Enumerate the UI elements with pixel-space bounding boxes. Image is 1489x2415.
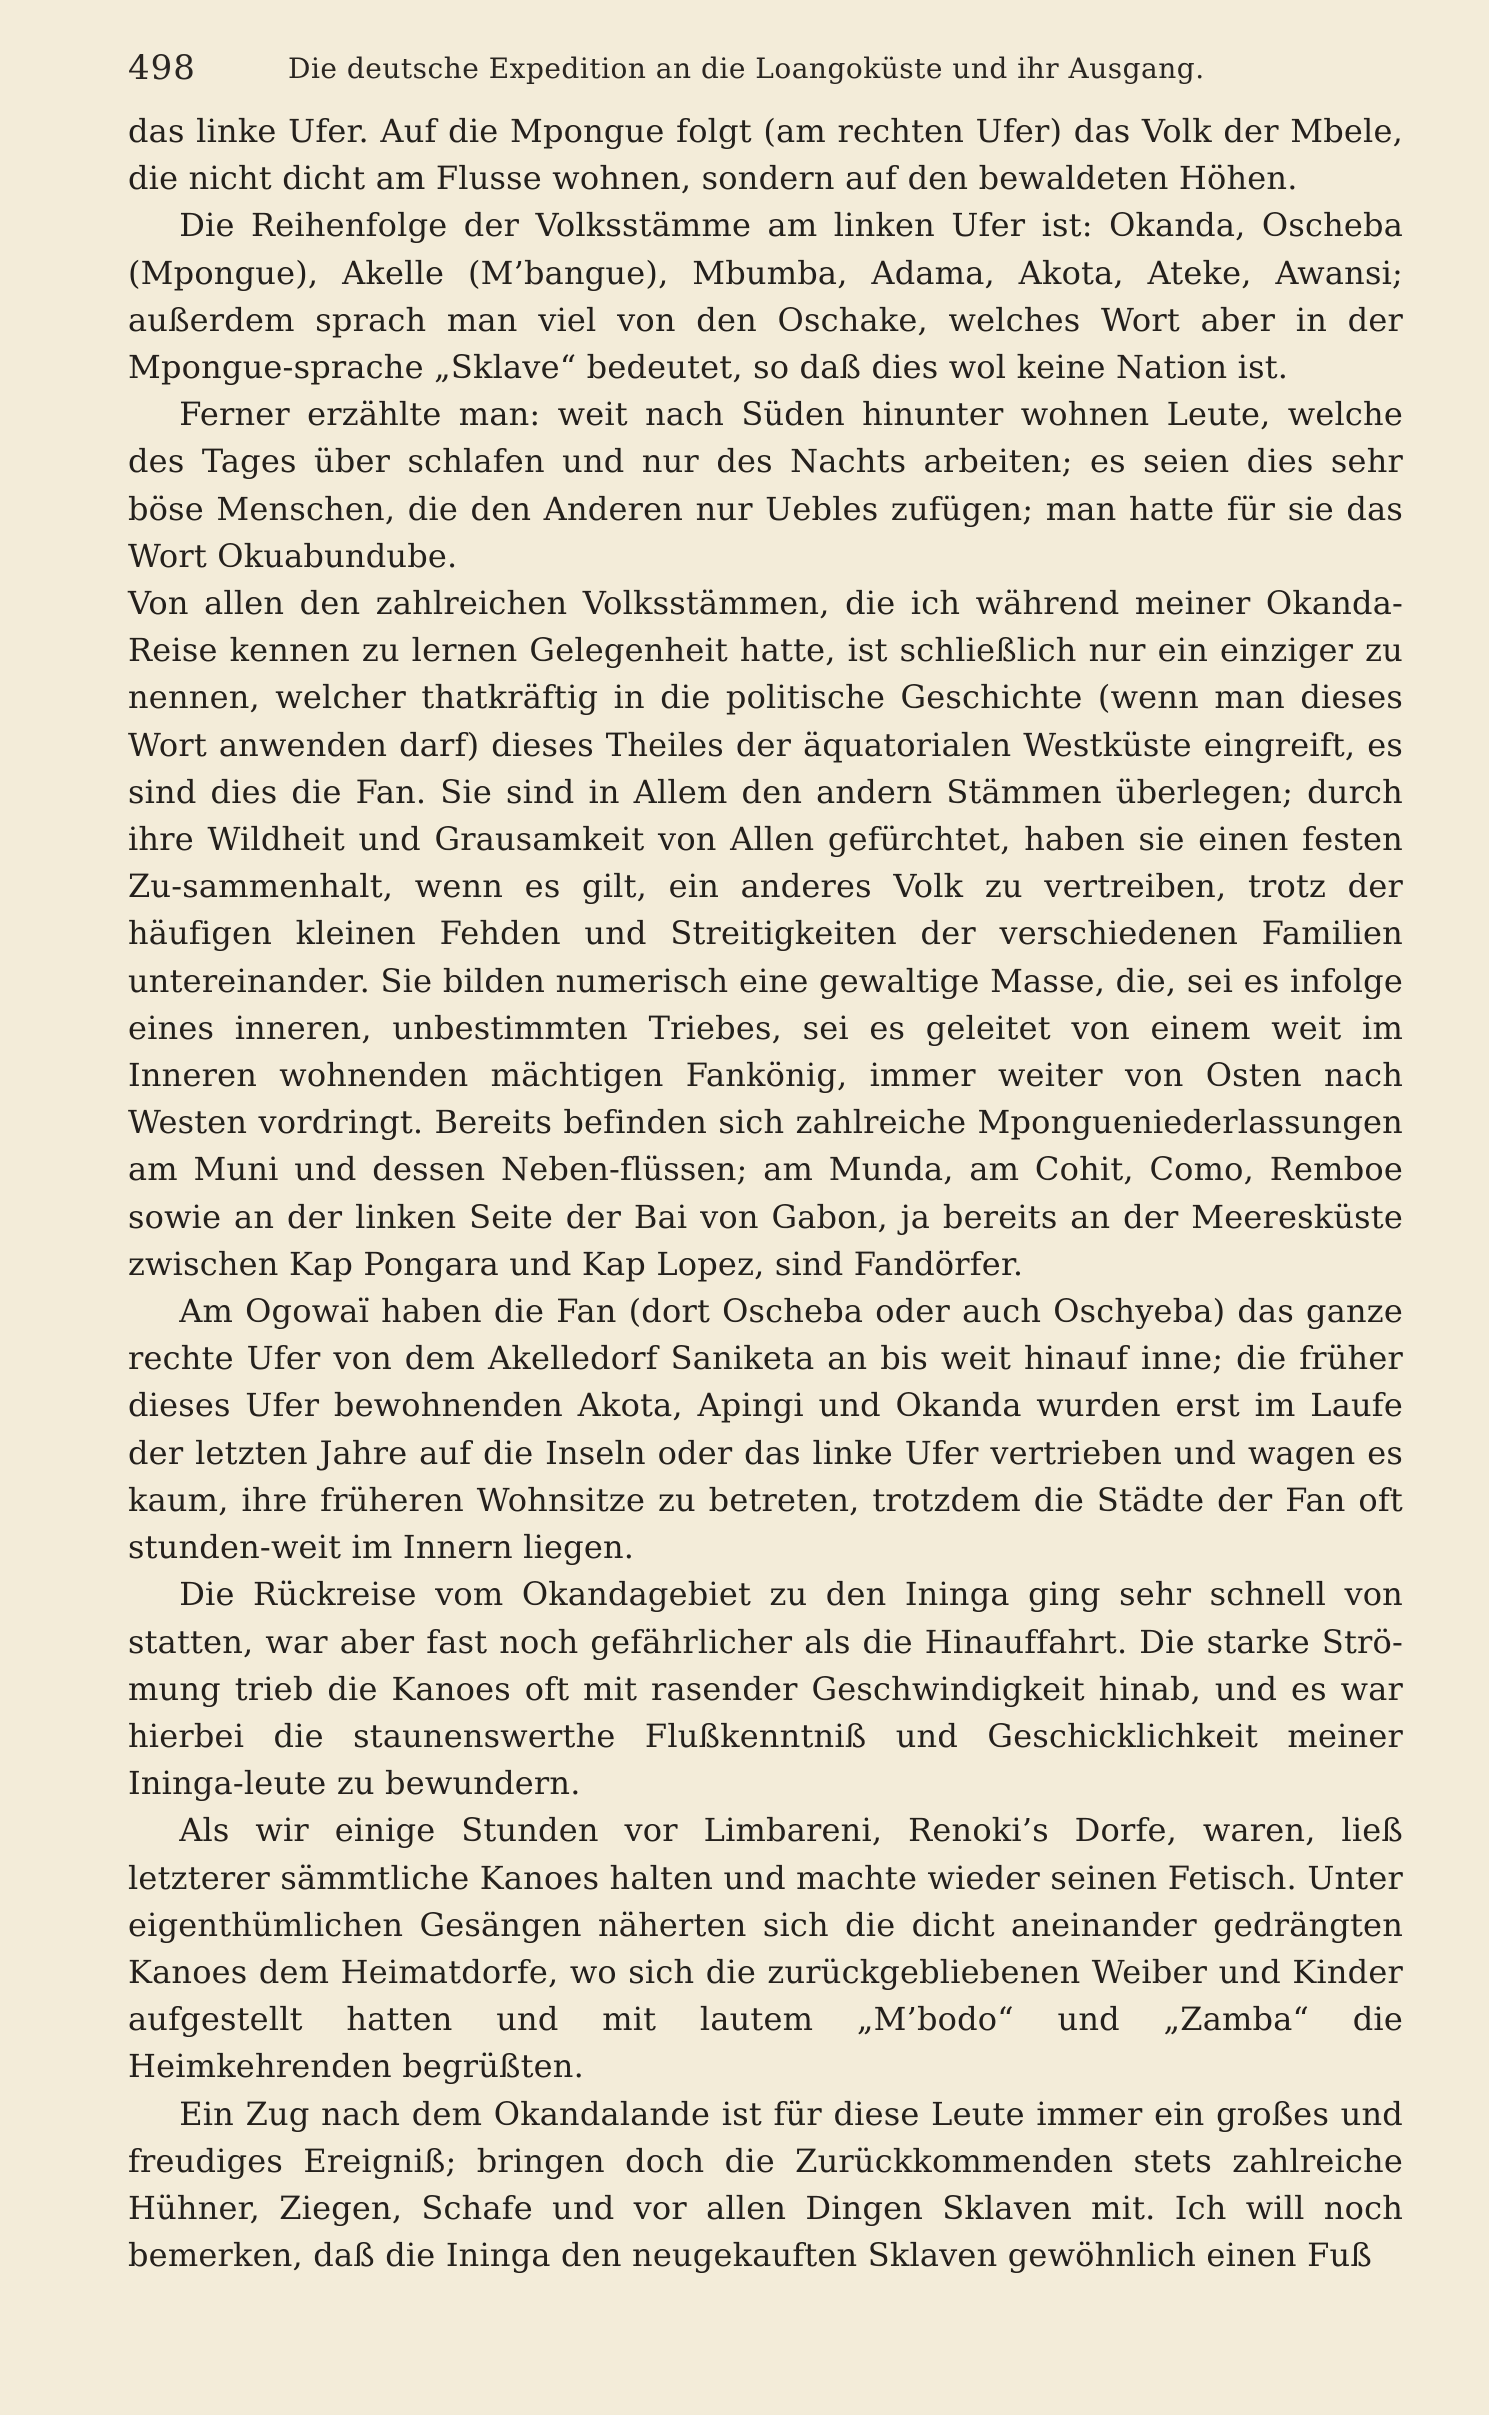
paragraph: das linke Ufer. Auf die Mpongue folgt (am rechten Ufer) das Volk der Mbele, die nicht dicht am Flusse wohnen, sondern auf den bewaldeten Höhen. — [128, 112, 1403, 198]
paragraph: Ein Zug nach dem Okandalande ist für diese Leute immer ein großes und freudiges Ereigniß; bringen doch die Zurückkommenden stets zahlreiche Hühner, Ziegen, Schafe und vor allen Dingen Sklaven mit. Ich will noch bemerken, daß die Ininga den neugekauften Sklaven gewöhnlich einen Fuß — [128, 2094, 1403, 2275]
paragraph: Die Rückreise vom Okandagebiet zu den Ininga ging sehr schnell von statten, war aber fast noch gefährlicher als die Hinauffahrt. Die starke Strö-mung trieb die Kanoes oft mit rasender Geschwindigkeit hinab, und es war hierbei die staunenswerthe Flußkenntniß und Geschicklichkeit meiner Ininga-leute zu bewundern. — [128, 1575, 1403, 1803]
paragraph: Ferner erzählte man: weit nach Süden hinunter wohnen Leute, welche des Tages über schlafen und nur des Nachts arbeiten; es seien dies sehr böse Menschen, die den Anderen nur Uebles zufügen; man hatte für sie das Wort Okuabundube. — [128, 395, 1403, 575]
page-number: 498 — [128, 48, 196, 88]
paragraph: Von allen den zahlreichen Volksstämmen, die ich während meiner Okanda-Reise kennen zu lernen Gelegenheit hatte, ist schließlich nur ein einziger zu nennen, welcher thatkräftig in die politische Geschichte (wenn man dieses Wort anwenden darf) dieses Theiles der äquatorialen Westküste eingreift, es sind dies die Fan. Sie sind in Allem den andern Stämmen überlegen; durch ihre Wildheit und Grausamkeit von Allen gefürchtet, haben sie einen festen Zu-sammenhalt, wenn es gilt, ein anderes Volk zu vertreiben, trotz der häufigen kleinen Fehden und Streitigkeiten der verschiedenen Familien untereinander. Sie bilden numerisch eine gewaltige Masse, die, sei es infolge eines inneren, unbestimmten Triebes, sei es geleitet von einem weit im Inneren wohnenden mächtigen Fankönig, immer weiter von Osten nach Westen vordringt. Bereits befinden sich zahlreiche Mpongueniederlassungen am Muni und dessen Neben-flüssen; am Munda, am Cohit, Como, Remboe sowie an der linken Seite der Bai von Gabon, ja bereits an der Meeresküste zwischen Kap Pongara und Kap Lopez, sind Fandörfer. — [128, 584, 1403, 1283]
paragraph: Die Reihenfolge der Volksstämme am linken Ufer ist: Okanda, Oscheba (Mpongue), Akelle (M’bangue), Mbumba, Adama, Akota, Ateke, Awansi; außerdem sprach man viel von den Oschake, welches Wort aber in der Mpongue-sprache „Sklave“ bedeutet, so daß dies wol keine Nation ist. — [128, 206, 1403, 387]
paragraph: Am Ogowaï haben die Fan (dort Oscheba oder auch Oschyeba) das ganze rechte Ufer von dem Akelledorf Saniketa an bis weit hinauf inne; die früher dieses Ufer bewohnenden Akota, Apingi und Okanda wurden erst im Laufe der letzten Jahre auf die Inseln oder das linke Ufer vertrieben und wagen es kaum, ihre früheren Wohnsitze zu betreten, trotzdem die Städte der Fan oft stunden-weit im Innern liegen. — [128, 1292, 1403, 1567]
running-head: Die deutsche Expedition an die Loangoküste und ihr Ausgang. — [288, 52, 1205, 85]
body-text — [128, 108, 1403, 2279]
paragraph: Als wir einige Stunden vor Limbareni, Renoki’s Dorfe, waren, ließ letzterer sämmtliche Kanoes halten und machte wieder seinen Fetisch. Unter eigenthümlichen Gesängen näherten sich die dicht aneinander gedrängten Kanoes dem Heimatdorfe, wo sich die zurückgebliebenen Weiber und Kinder aufgestellt hatten und mit lautem „M’bodo“ und „Zamba“ die Heimkehrenden begrüßten. — [128, 1811, 1403, 2086]
page-header — [128, 44, 1358, 94]
